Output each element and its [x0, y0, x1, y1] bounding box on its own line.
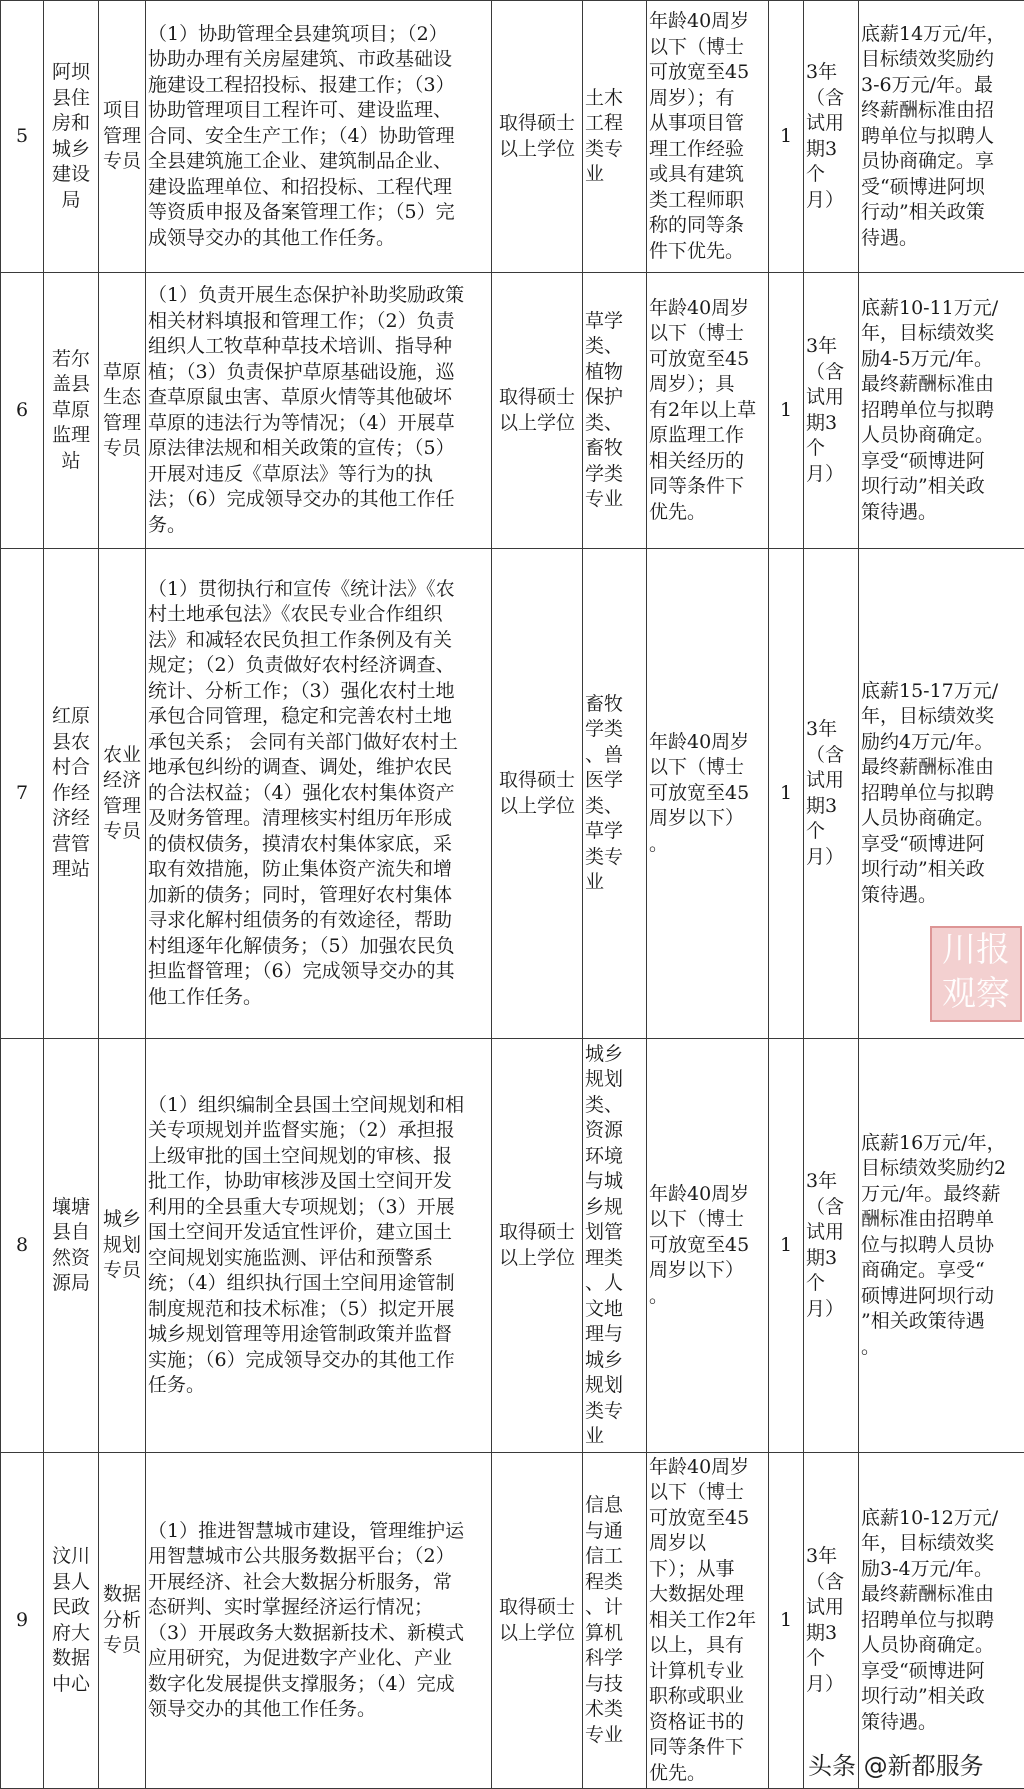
- position-name-cell: 草原 生态 管理 专员: [99, 273, 146, 549]
- duties-cell: （1）贯彻执行和宣传《统计法》《农 村土地承包法》《农民专业合作组织 法》和减轻农民负担工作条例及有关 规定；（2）负责做好农村经济调查、 统计、分析工作；（3）强化农村土地 承包合同管理，稳定和完善农村土地 承包关系； 会同有关部门做好农村土 地承包纠纷的调查、调处，维护农民 的合法权益；（4）强化农村集体资产 及财务管理。清理核实村组历年形成 的债权债务，摸清农村集体家底，采 取有效措施，防止集体资产流失和增 加新的债务；同时，管理好农村集体 寻求化解村组债务的有效途径，帮助 村组逐年化解债务；（5）加强农民负 担监督管理；（6）完成领导交办的其 他工作任务。: [146, 549, 492, 1039]
- other-requirement-cell: 年龄40周岁 以下（博士 可放宽至45 周岁）；具 有2年以上草 原监理工作 相关经历的 同等条件下 优先。: [647, 273, 769, 549]
- hiring-count-cell: 1: [769, 273, 804, 549]
- duties-cell: （1）协助管理全县建筑项目；（2） 协助办理有关房屋建筑、市政基础设 施建设工程招投标、报建工作；（3） 协助管理项目工程许可、建设监理、 合同、安全生产工作；（4）协助管理 全县建筑施工企业、建筑制品企业、 建设监理单位、和招投标、工程代理 等资质申报及备案管理工作；（5）完 成领导交办的其他工作任务。: [146, 1, 492, 273]
- other-requirement-cell: 年龄40周岁 以下（博士 可放宽至45 周岁以下） 。: [647, 549, 769, 1039]
- major-requirement-cell: 畜牧 学类 、兽 医学 类、 草学 类专 业: [583, 549, 647, 1039]
- unit-name-cell: 红原 县农 村合 作经 济经 营管 理站: [44, 549, 99, 1039]
- other-requirement-cell: 年龄40周岁 以下（博士 可放宽至45 周岁以下） 。: [647, 1039, 769, 1453]
- contract-term-cell: 3年 （含 试用 期3 个 月）: [804, 1, 859, 273]
- row-number-cell: 8: [1, 1039, 44, 1453]
- watermark-stamp: 川报 观察: [930, 926, 1022, 1022]
- other-requirement-cell: 年龄40周岁 以下（博士 可放宽至45 周岁）；有 从事项目管 理工作经验 或具有建筑 类工程师职 称的同等条 件下优先。: [647, 1, 769, 273]
- contract-term-cell: 3年 （含 试用 期3 个 月）: [804, 1453, 859, 1789]
- duties-cell: （1）负责开展生态保护补助奖励政策 相关材料填报和管理工作；（2）负责 组织人工牧草种草技术培训、指导种 植；（3）负责保护草原基础设施，巡 查草原鼠虫害、草原火情等其他破坏 草原的违法行为等情况；（4）开展草 原法律法规和相关政策的宣传；（5） 开展对违反《草原法》等行为的执 法；（6）完成领导交办的其他工作任 务。: [146, 273, 492, 549]
- degree-requirement-cell: 取得硕士 以上学位: [492, 1453, 583, 1789]
- position-name-cell: 城乡 规划 专员: [99, 1039, 146, 1453]
- row-number-cell: 7: [1, 549, 44, 1039]
- salary-cell: 底薪10-12万元/ 年，目标绩效奖 励3-4万元/年。 最终薪酬标准由 招聘单位与拟聘 人员协商确定。 享受“硕博进阿 坝行动”相关政 策待遇。: [859, 1453, 1024, 1789]
- major-requirement-cell: 土木 工程 类专 业: [583, 1, 647, 273]
- table-row: [1, 1, 1024, 273]
- contract-term-cell: 3年 （含 试用 期3 个 月）: [804, 1039, 859, 1453]
- position-name-cell: 数据 分析 专员: [99, 1453, 146, 1789]
- table-row: [1, 1039, 1024, 1453]
- major-requirement-cell: 草学 类、 植物 保护 类、 畜牧 学类 专业: [583, 273, 647, 549]
- table-row: [1, 273, 1024, 549]
- degree-requirement-cell: 取得硕士 以上学位: [492, 549, 583, 1039]
- table-body: [1, 1, 1024, 1789]
- other-requirement-cell: 年龄40周岁 以下（博士 可放宽至45 周岁以 下）；从事 大数据处理 相关工作2年 以上，具有 计算机专业 职称或职业 资格证书的 同等条件下 优先。: [647, 1453, 769, 1789]
- unit-name-cell: 汶川 县人 民政 府大 数据 中心: [44, 1453, 99, 1789]
- position-name-cell: 项目 管理 专员: [99, 1, 146, 273]
- degree-requirement-cell: 取得硕士 以上学位: [492, 1, 583, 273]
- footer-watermark: 头条 @新都服务: [808, 1752, 984, 1780]
- salary-cell: 底薪16万元/年， 目标绩效奖励约2 万元/年。最终薪 酬标准由招聘单 位与拟聘人员协 商确定。享受“ 硕博进阿坝行动 ”相关政策待遇 。: [859, 1039, 1024, 1453]
- hiring-count-cell: 1: [769, 1453, 804, 1789]
- duties-cell: （1）组织编制全县国土空间规划和相 关专项规划并监督实施；（2）承担报 上级审批的国土空间规划的审核、报 批工作，协助审核涉及国土空间开发 利用的全县重大专项规划；（3）开展 国土空间开发适宜性评价，建立国土 空间规划实施监测、评估和预警系 统；（4）组织执行国土空间用途管制 制度规范和技术标准；（5）拟定开展 城乡规划管理等用途管制政策并监督 实施；（6）完成领导交办的其他工作 任务。: [146, 1039, 492, 1453]
- major-requirement-cell: 城乡 规划 类、 资源 环境 与城 乡规 划管 理类 、人 文地 理与 城乡 规划 类专 业: [583, 1039, 647, 1453]
- unit-name-cell: 壤塘 县自 然资 源局: [44, 1039, 99, 1453]
- degree-requirement-cell: 取得硕士 以上学位: [492, 273, 583, 549]
- table-row: [1, 549, 1024, 1039]
- contract-term-cell: 3年 （含 试用 期3 个 月）: [804, 273, 859, 549]
- row-number-cell: 6: [1, 273, 44, 549]
- table-row: [1, 1453, 1024, 1789]
- row-number-cell: 9: [1, 1453, 44, 1789]
- duties-cell: （1）推进智慧城市建设，管理维护运 用智慧城市公共服务数据平台；（2） 开展经济、社会大数据分析服务，常 态研判、实时掌握经济运行情况； （3）开展政务大数据新技术、新模式 应用研究，为促进数字产业化、产业 数字化发展提供支撑服务；（4）完成 领导交办的其他工作任务。: [146, 1453, 492, 1789]
- position-name-cell: 农业 经济 管理 专员: [99, 549, 146, 1039]
- salary-cell: 底薪14万元/年， 目标绩效奖励约 3-6万元/年。最 终薪酬标准由招 聘单位与拟聘人 员协商确定。享 受“硕博进阿坝 行动”相关政策 待遇。: [859, 1, 1024, 273]
- row-number-cell: 5: [1, 1, 44, 273]
- major-requirement-cell: 信息 与通 信工 程类 、计 算机 科学 与技 术类 专业: [583, 1453, 647, 1789]
- degree-requirement-cell: 取得硕士 以上学位: [492, 1039, 583, 1453]
- contract-term-cell: 3年 （含 试用 期3 个 月）: [804, 549, 859, 1039]
- hiring-count-cell: 1: [769, 1039, 804, 1453]
- unit-name-cell: 若尔 盖县 草原 监理 站: [44, 273, 99, 549]
- unit-name-cell: 阿坝 县住 房和 城乡 建设 局: [44, 1, 99, 273]
- salary-cell: 底薪10-11万元/ 年，目标绩效奖 励4-5万元/年。 最终薪酬标准由 招聘单位与拟聘 人员协商确定。 享受“硕博进阿 坝行动”相关政 策待遇。: [859, 273, 1024, 549]
- salary-cell: 底薪15-17万元/ 年，目标绩效奖 励约4万元/年。 最终薪酬标准由 招聘单位与拟聘 人员协商确定。 享受“硕博进阿 坝行动”相关政 策待遇。: [859, 549, 1024, 1039]
- hiring-count-cell: 1: [769, 1, 804, 273]
- hiring-count-cell: 1: [769, 549, 804, 1039]
